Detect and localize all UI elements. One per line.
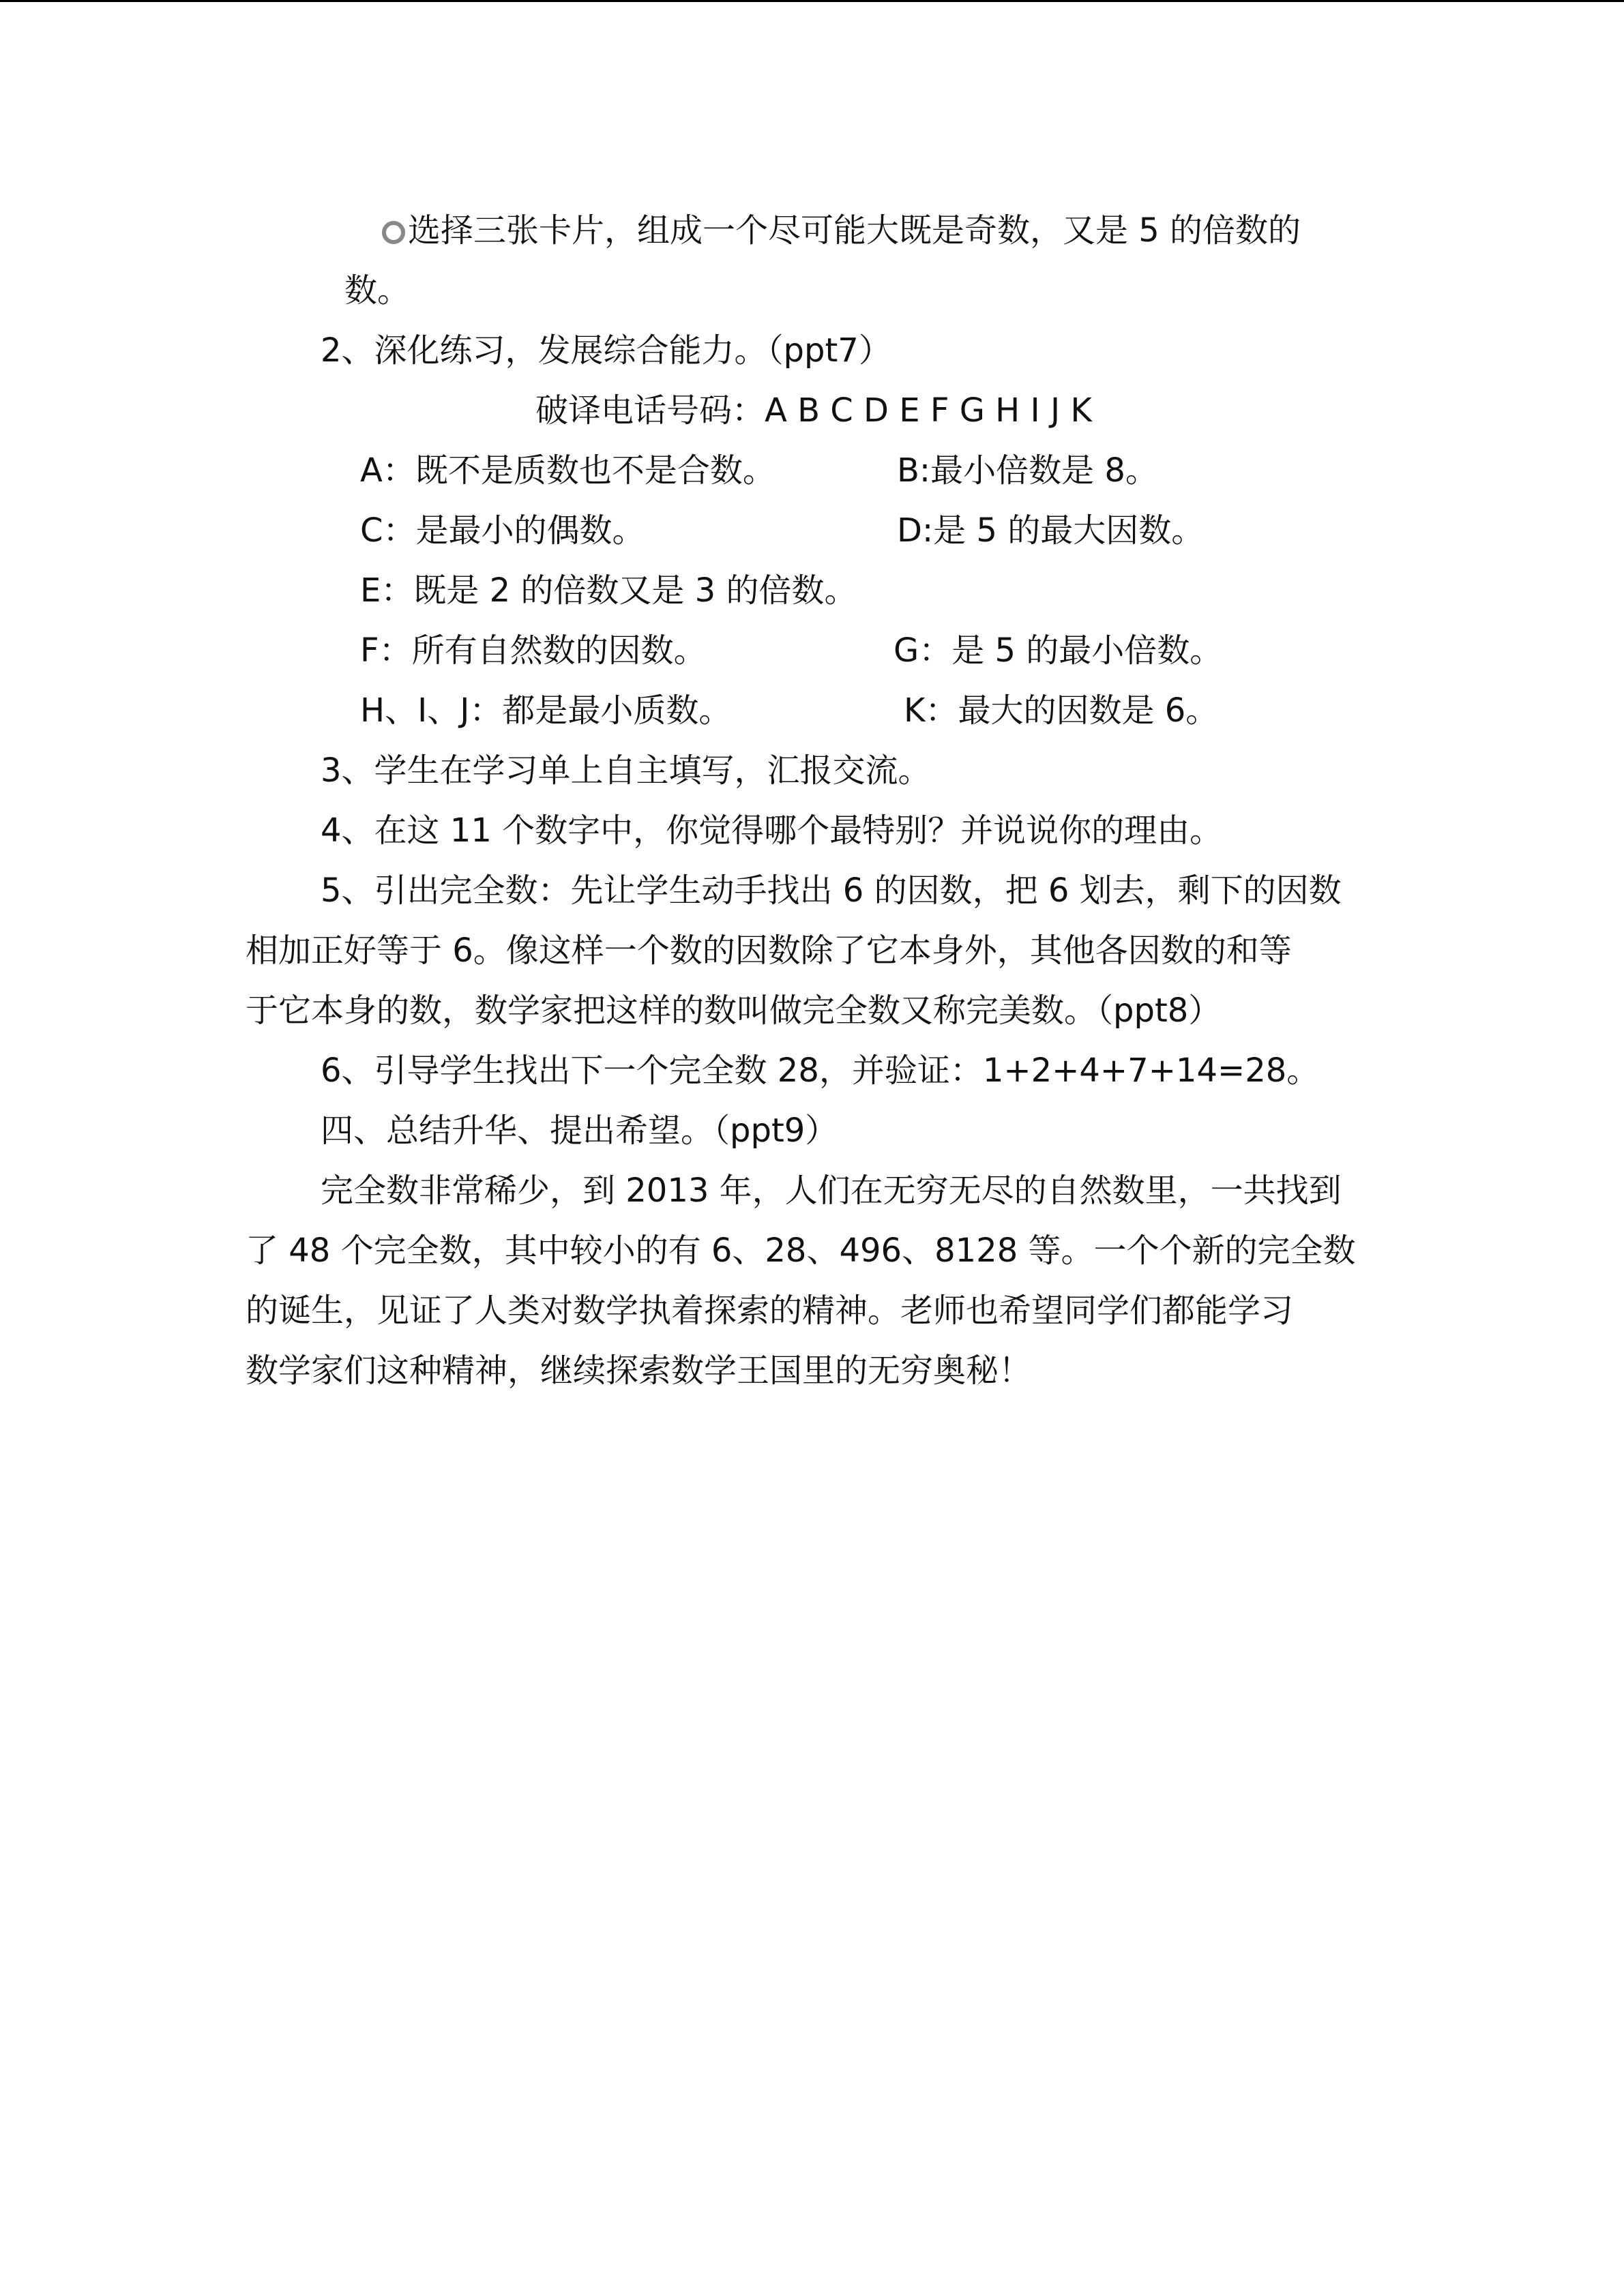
step-5-line-1: 5、引出完全数：先让学生动手找出 6 的因数，把 6 划去，剩下的因数	[321, 871, 1342, 910]
line-card-choice-cont: 数。	[344, 271, 411, 310]
clue-b: B:最小倍数是 8。	[897, 451, 1158, 490]
clue-g: G：是 5 的最小倍数。	[894, 631, 1223, 670]
summary-line-2: 了 48 个完全数，其中较小的有 6、28、496、8128 等。一个个新的完全数	[246, 1232, 1356, 1270]
clue-d: D:是 5 的最大因数。	[897, 511, 1205, 550]
summary-line-4: 数学家们这种精神，继续探索数学王国里的无穷奥秘！	[246, 1352, 1032, 1390]
circle-bullet-icon	[382, 221, 405, 244]
clue-k: K：最大的因数是 6。	[904, 691, 1219, 730]
clue-hij: H、I、J：都是最小质数。	[360, 691, 732, 730]
clue-e: E：既是 2 的倍数又是 3 的倍数。	[360, 571, 857, 610]
summary-line-1: 完全数非常稀少，到 2013 年，人们在无穷无尽的自然数里，一共找到	[321, 1172, 1342, 1210]
phone-code-title: 破译电话号码：A B C D E F G H I J K	[535, 391, 1092, 430]
summary-line-3: 的诞生，见证了人类对数学执着探索的精神。老师也希望同学们都能学习	[246, 1292, 1294, 1330]
section-4-heading: 四、总结升华、提出希望。（ppt9）	[321, 1112, 838, 1150]
step-5-line-2: 相加正好等于 6。像这样一个数的因数除了它本身外，其他各因数的和等	[246, 931, 1292, 970]
clue-c: C：是最小的偶数。	[360, 511, 645, 550]
step-5-line-3: 于它本身的数，数学家把这样的数叫做完全数又称完美数。（ppt8）	[246, 992, 1222, 1030]
step-4: 4、在这 11 个数字中，你觉得哪个最特别？并说说你的理由。	[321, 811, 1223, 850]
line-card-choice	[382, 210, 1301, 251]
step-3: 3、学生在学习单上自主填写，汇报交流。	[321, 751, 931, 790]
section-2-heading: 2、深化练习，发展综合能力。（ppt7）	[321, 331, 891, 370]
clue-a: A：既不是质数也不是合数。	[360, 451, 776, 490]
clue-f: F：所有自然数的因数。	[360, 631, 707, 670]
line-card-choice-text: 选择三张卡片，组成一个尽可能大既是奇数，又是 5 的倍数的	[408, 211, 1301, 250]
step-6: 6、引导学生找出下一个完全数 28，并验证：1+2+4+7+14=28。	[321, 1052, 1320, 1090]
